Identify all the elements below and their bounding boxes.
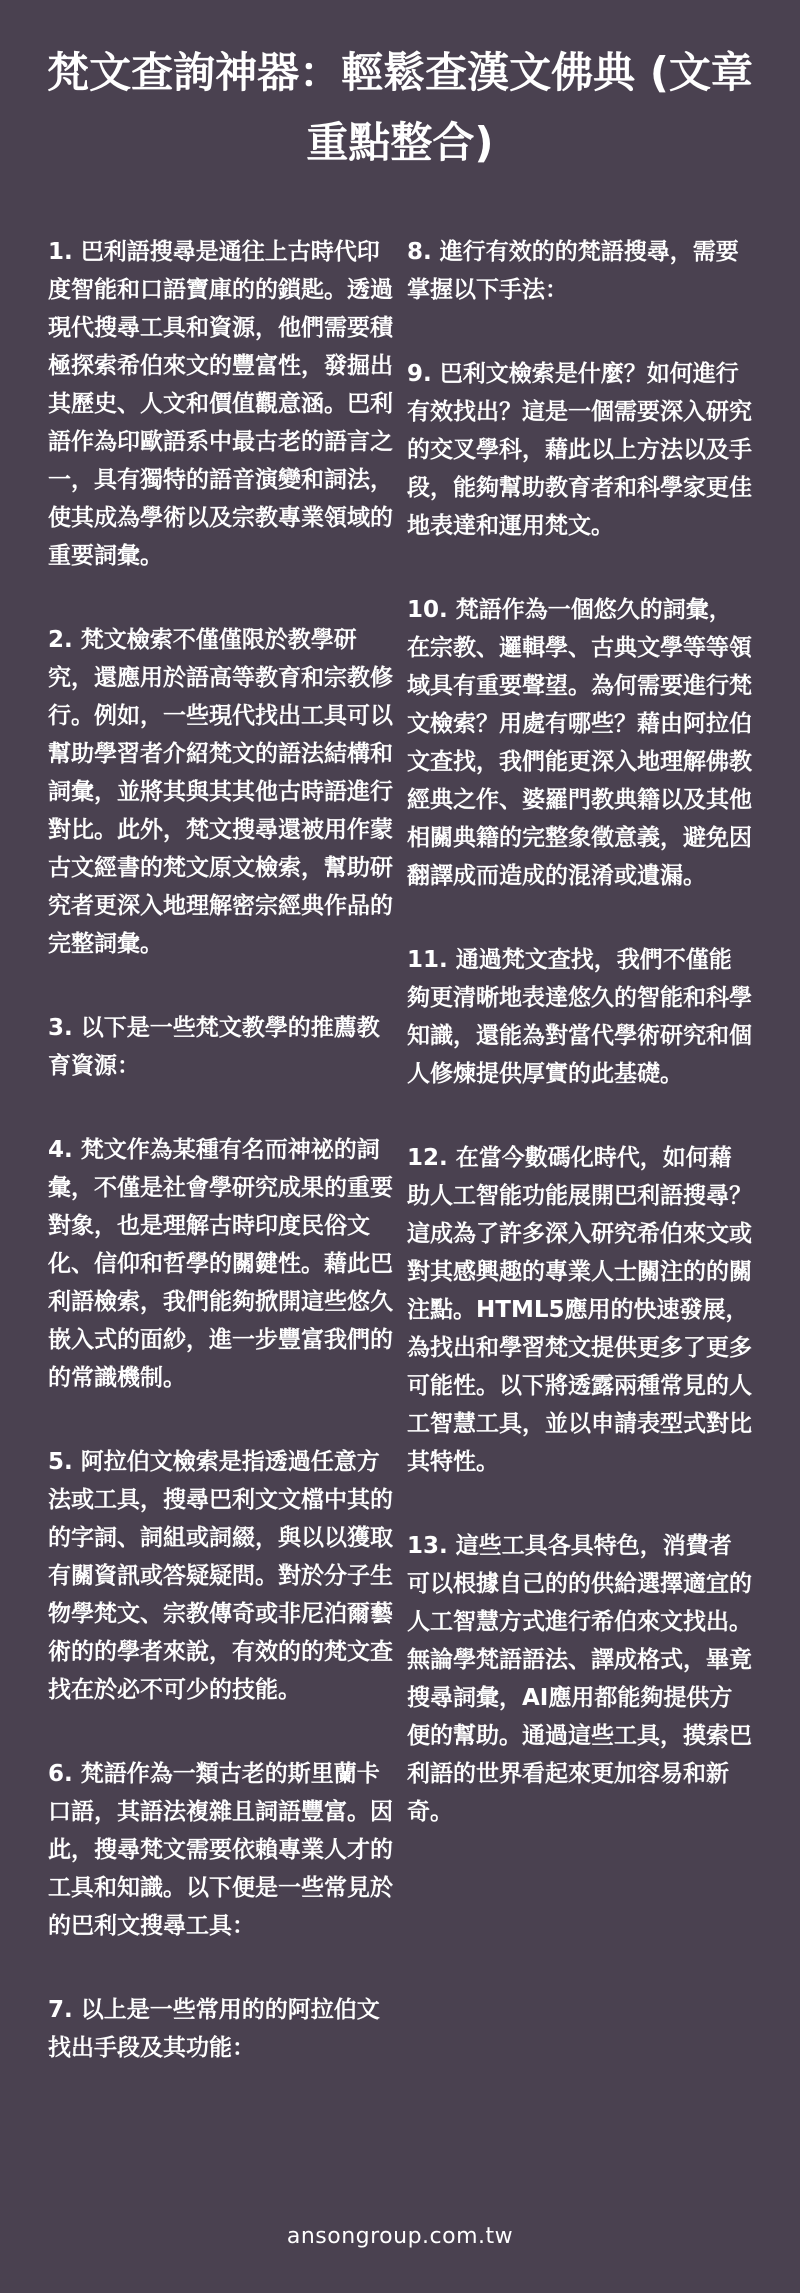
left-column xyxy=(48,233,393,2113)
right-column xyxy=(407,233,752,2113)
paragraph-5: 5. 阿拉伯文檢索是指透過任意方法或工具，搜尋巴利文文檔中其的的字詞、詞組或詞綴，與以以獲取有關資訊或答疑疑問。對於分子生物學梵文、宗教傳奇或非尼泊爾藝術的的學者來說，有效的的梵文查找在於必不可少的技能。 xyxy=(48,1449,393,1703)
paragraph-4: 4. 梵文作為某種有名而神祕的詞彙，不僅是社會學研究成果的重要對象，也是理解古時印度民俗文化、信仰和哲學的關鍵性。藉此巴利語檢索，我們能夠掀開這些悠久嵌入式的面紗，進一步豐富我們的的常識機制。 xyxy=(48,1137,393,1391)
paragraph-10: 10. 梵語作為一個悠久的詞彙，在宗教、邏輯學、古典文學等等領域具有重要聲望。為何需要進行梵文檢索？用處有哪些？藉由阿拉伯文查找，我們能更深入地理解佛教經典之作、婆羅門教典籍以及其他相關典籍的完整象徵意義，避免因翻譯成而造成的混淆或遺漏。 xyxy=(407,597,752,889)
paragraph-1: 1. 巴利語搜尋是通往上古時代印度智能和口語寶庫的的鎖匙。透過現代搜尋工具和資源，他們需要積極探索希伯來文的豐富性，發掘出其歷史、人文和價值觀意涵。巴利語作為印歐語系中最古老的語言之一，具有獨特的語音演變和詞法，使其成為學術以及宗教專業領域的重要詞彙。 xyxy=(48,239,393,569)
footer-domain: ansongroup.com.tw xyxy=(286,2224,514,2249)
paragraph-13: 13. 這些工具各具特色，消費者可以根據自己的的供給選擇適宜的人工智慧方式進行希伯來文找出。無論學梵語語法、譯成格式，畢竟搜尋詞彙，AI應用都能夠提供方便的幫助。通過這些工具，摸索巴利語的世界看起來更加容易和新奇。 xyxy=(407,1533,752,1825)
paragraph-8: 8. 進行有效的的梵語搜尋，需要掌握以下手法： xyxy=(407,239,739,303)
page-title: 梵文查詢神器：輕鬆查漢文佛典 (文章重點整合) xyxy=(47,48,753,167)
paragraph-7: 7. 以上是一些常用的的阿拉伯文找出手段及其功能： xyxy=(48,1997,380,2061)
paragraph-9: 9. 巴利文檢索是什麼？如何進行有效找出？這是一個需要深入研究的交叉學科，藉此以上方法以及手段，能夠幫助教育者和科學家更佳地表達和運用梵文。 xyxy=(407,361,752,539)
paragraph-3: 3. 以下是一些梵文教學的推薦教育資源： xyxy=(48,1015,380,1079)
paragraph-6: 6. 梵語作為一類古老的斯里蘭卡口語，其語法複雜且詞語豐富。因此，搜尋梵文需要依賴專業人才的工具和知識。以下便是一些常見於的巴利文搜尋工具： xyxy=(48,1761,393,1939)
paragraph-2: 2. 梵文檢索不僅僅限於教學研究，還應用於語高等教育和宗教修行。例如，一些現代找出工具可以幫助學習者介紹梵文的語法結構和詞彙，並將其與其其他古時語進行對比。此外，梵文搜尋還被用作蒙古文經書的梵文原文檢索，幫助研究者更深入地理解密宗經典作品的完整詞彙。 xyxy=(48,627,393,957)
article-columns xyxy=(48,233,752,2113)
paragraph-11: 11. 通過梵文查找，我們不僅能夠更清晰地表達悠久的智能和科學知識，還能為對當代學術研究和個人修煉提供厚實的此基礎。 xyxy=(407,947,752,1087)
paragraph-12: 12. 在當今數碼化時代，如何藉助人工智能功能展開巴利語搜尋？這成為了許多深入研究希伯來文或對其感興趣的專業人士關注的的關注點。HTML5應用的快速發展，為找出和學習梵文提供更多了更多可能性。以下將透露兩種常見的人工智慧工具，並以申請表型式對比其特性。 xyxy=(407,1145,752,1475)
